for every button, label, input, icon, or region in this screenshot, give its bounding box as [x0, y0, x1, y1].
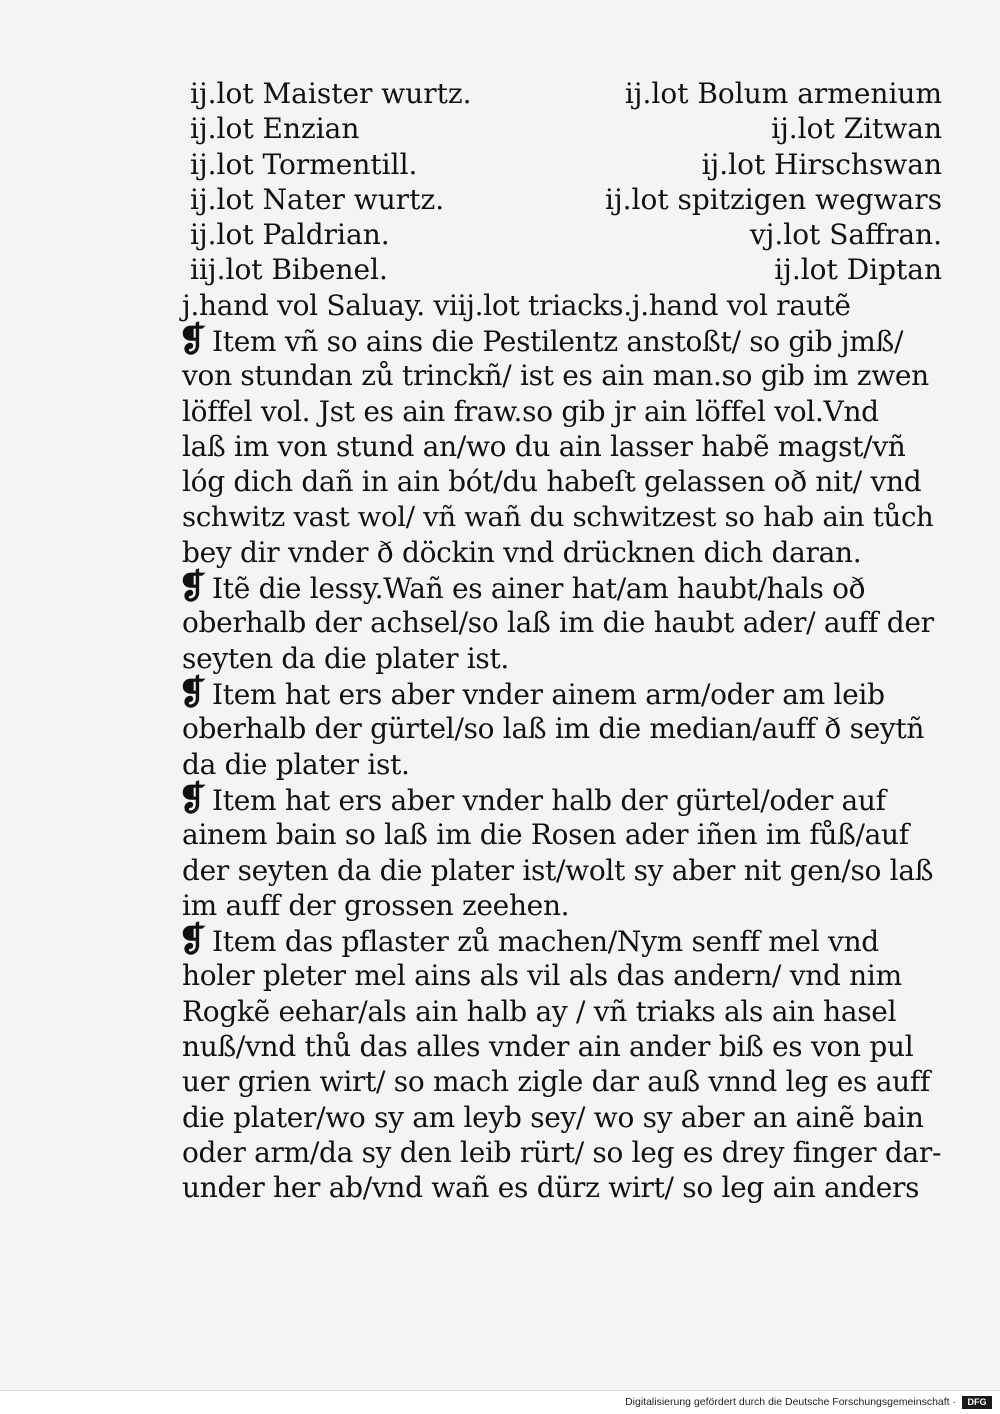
line-text: oberhalb der gürtel/so laß im die median/auff ð seytñ: [182, 712, 925, 746]
text-line: [178, 920, 942, 961]
recipe-ingredient-left: ij.lot Enzian: [190, 112, 360, 146]
text-line: [182, 853, 942, 888]
recipe-row: [182, 147, 942, 182]
text-line: [178, 320, 942, 361]
line-text: Itẽ die lessy.Wañ es ainer hat/am haubt/hals oð: [212, 572, 866, 606]
recipe-ingredient-right: ij.lot Bolum armenium: [624, 77, 942, 110]
text-line: [182, 958, 942, 993]
text-line: [182, 1170, 942, 1205]
paragraph: [178, 320, 942, 570]
line-text: ainem bain so laß im die Rosen ader iñen im fůß/auf: [182, 818, 909, 852]
recipe-row: [182, 182, 942, 217]
paragraph: [178, 567, 942, 676]
text-line: [182, 711, 942, 746]
text-line: [182, 429, 942, 464]
recipe-ingredient-left: ij.lot Nater wurtz.: [190, 182, 445, 216]
line-text: bey dir vnder ð döckin vnd drücknen dich daran.: [182, 535, 862, 569]
paragraph-mark-icon: ❡: [178, 920, 207, 961]
line-text: oder arm/da sy den leib rürt/ so leg es drey finger dar-: [182, 1135, 942, 1169]
text-line: [178, 567, 942, 608]
line-text: j.hand vol Saluay. viij.lot triacks.j.hand vol rautẽ: [182, 288, 851, 322]
line-text: Item das pflaster zů machen/Nym senff mel vnd: [212, 925, 879, 959]
text-line: [182, 1064, 942, 1099]
line-text: holer pleter mel ains als vil als das andern/ vnd nim: [182, 959, 902, 993]
paragraph-mark-icon: ❡: [178, 778, 207, 819]
text-line: [182, 500, 942, 535]
paragraph: [182, 288, 942, 323]
line-text: uer grien wirt/ so mach zigle dar auß vnnd leg es auff: [182, 1065, 930, 1099]
text-line: [182, 817, 942, 852]
text-line: [178, 778, 942, 819]
text-line: [182, 994, 942, 1029]
line-text: under her ab/vnd wañ es dürz wirt/ so leg ain anders: [182, 1171, 920, 1205]
line-text: Item hat ers aber vnder ainem arm/oder am leib: [212, 678, 885, 712]
line-text: Rogkẽ eehar/als ain halb ay / vñ triaks als ain hasel: [182, 994, 897, 1028]
recipe-row: [182, 111, 942, 146]
line-text: nuß/vnd thů das alles vnder ain ander biß es von pul: [182, 1030, 914, 1064]
text-line: [182, 641, 942, 676]
text-line: [182, 358, 942, 393]
line-text: im auff der grossen zeehen.: [182, 888, 570, 922]
text-line: [182, 1029, 942, 1064]
line-text: schwitz vast wol/ vñ wañ du schwitzest so hab ain tůch: [182, 500, 934, 533]
footer-bar: [0, 1390, 1000, 1414]
line-text: von stundan zů trinckñ/ ist es ain man.so gib im zwen: [182, 359, 929, 393]
paragraph: [178, 920, 942, 1205]
line-text: Item hat ers aber vnder halb der gürtel/oder auf: [212, 783, 886, 817]
text-line: [178, 673, 942, 714]
text-line: [182, 605, 942, 640]
line-text: laß im von stund an/wo du ain lasser habẽ magst/vñ: [182, 429, 906, 463]
paragraph: [178, 778, 942, 923]
line-text: da die plater ist.: [182, 747, 410, 781]
line-text: löffel vol. Jst es ain fraw.so gib jr ain löffel vol.Vnd: [182, 394, 879, 428]
paragraphs: [178, 288, 942, 1206]
recipe-row: [182, 252, 942, 287]
recipe-ingredient-left: iij.lot Bibenel.: [190, 253, 388, 287]
paragraph-mark-icon: ❡: [178, 673, 207, 714]
recipe-ingredient-right: ij.lot Hirschswan: [701, 147, 942, 181]
line-text: Item vñ so ains die Pestilentz anstoßt/ so gib jmß/: [212, 325, 904, 359]
footer-credit: Digitalisierung gefördert durch die Deutsche Forschungsgemeinschaft ·: [625, 1396, 956, 1408]
text-block: [178, 76, 942, 1206]
dfg-logo-icon: DFG: [962, 1396, 992, 1409]
line-text: der seyten da die plater ist/wolt sy aber nit gen/so laß: [182, 853, 934, 887]
recipe-row: [182, 217, 942, 252]
line-text: oberhalb der achsel/so laß im die haubt ader/ auff der: [182, 606, 934, 640]
recipe-ingredient-left: ij.lot Paldrian.: [190, 218, 390, 252]
recipe-ingredient-right: vj.lot Saffran.: [749, 218, 942, 252]
line-text: die plater/wo sy am leyb sey/ wo sy aber an ainẽ bain: [182, 1100, 924, 1134]
text-line: [182, 1100, 942, 1135]
paragraph-mark-icon: ❡: [178, 320, 207, 361]
recipe-row: [182, 76, 942, 111]
recipe-ingredient-left: ij.lot Maister wurtz.: [190, 77, 472, 110]
recipe-list: [182, 76, 942, 288]
recipe-ingredient-right: ij.lot spitzigen wegwars: [604, 182, 942, 216]
line-text: seyten da die plater ist.: [182, 641, 510, 675]
text-line: [182, 888, 942, 923]
text-line: [182, 535, 942, 570]
recipe-ingredient-left: ij.lot Tormentill.: [190, 147, 418, 181]
text-line: [182, 1135, 942, 1170]
line-text: lóg dich dañ in ain bót/du habeſt gelassen oð nit/ vnd: [182, 465, 922, 499]
text-line: [182, 464, 942, 499]
paragraph: [178, 673, 942, 782]
text-line: [182, 394, 942, 429]
recipe-ingredient-right: ij.lot Zitwan: [771, 112, 942, 146]
text-line: [182, 288, 942, 323]
paragraph-mark-icon: ❡: [178, 567, 207, 608]
recipe-ingredient-right: ij.lot Diptan: [774, 253, 942, 287]
text-line: [182, 747, 942, 782]
